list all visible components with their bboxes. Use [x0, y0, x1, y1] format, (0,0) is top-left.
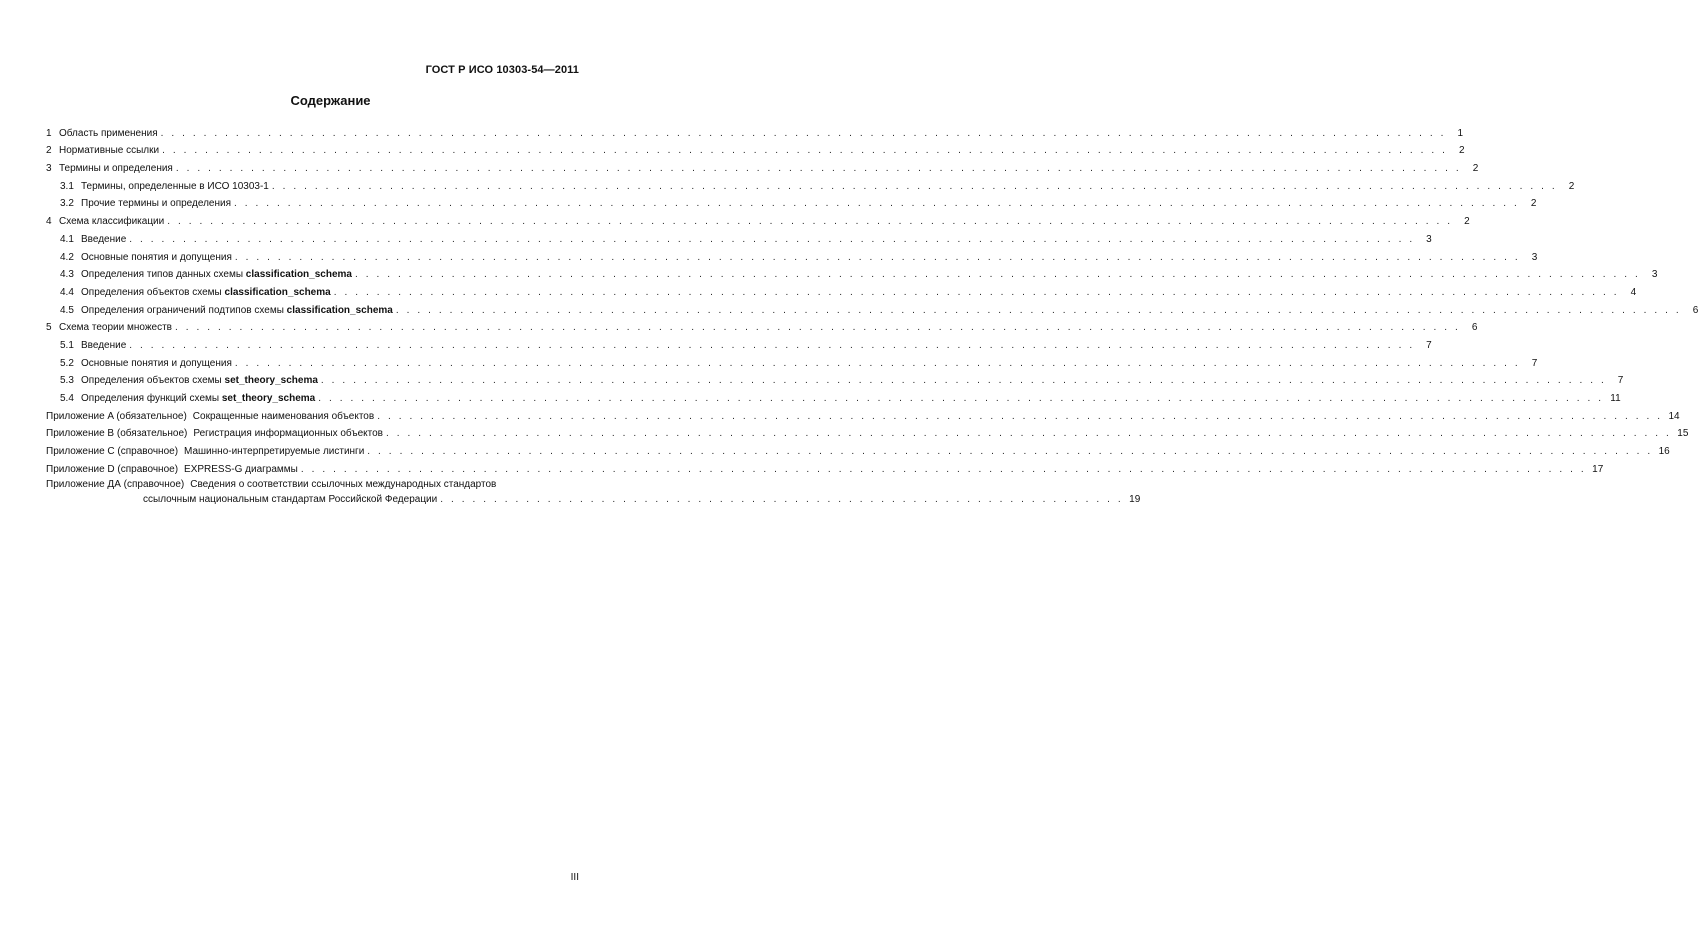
toc-annex-tag: Приложение A (обязательное): [46, 410, 187, 422]
toc-entry: [46, 317, 1478, 335]
dot-leader: . . . . . . . . . . . . . . . . . . . . . . . . . . . . . . . . . . . . . . . . . . . . . . . . . . . . . . . . . . . . . . . . . . . . . . . . . . . . . . . . . . . . . . . . . . . . . . . . . . . . . . . . . . . . . . . . . . . . . . . .: [175, 163, 1462, 175]
toc-entry: [46, 387, 1621, 405]
toc-entry: [46, 175, 1575, 193]
toc-entry-label: [46, 428, 383, 440]
toc-entry-label: [46, 322, 172, 334]
toc-page-number: 4: [1630, 286, 1637, 298]
dot-leader: . . . . . . . . . . . . . . . . . . . . . . . . . . . . . . . . . . . . . . . . . . . . . . . . . . . . . . . . . . . . . . . . . . . . . . . . . . . . . . . . . . . . . . . . . . . . . . . . . . . . . . . . . . . . . . . . . . . . . . . .: [385, 428, 1672, 440]
toc-page-number: 3: [1426, 233, 1432, 245]
dot-leader: . . . . . . . . . . . . . . . . . . . . . . . . . . . . . . . . . . . . . . . . . . . . . . . . . . . . . . . . . . . . . . . . . . . . . . . . . . . . . . . . . . . . . . . . . . . . . . . . . . . . . . . . . . . . . . . . . . . . . . . .: [234, 357, 1521, 369]
toc-entry-text: Термины и определения: [59, 163, 173, 175]
toc-annex-tag: Приложение B (обязательное): [46, 428, 188, 440]
toc-entry-label: [60, 234, 126, 246]
dot-leader: . . . . . . . . . . . . . . . . . . . . . . . . . . . . . . . . . . . . . . . . . . . . . . . . . . . . . . . . . . . . . . . . . . . . . . . . . . . . . . . . . . . . . . . . . . . . . . . . . . . . . . . . . . . . . . . . . . . . . . . .: [377, 410, 1663, 422]
toc-entry-label: [60, 198, 231, 210]
toc-entry: [46, 334, 1432, 352]
dot-leader: . . . . . . . . . . . . . . . . . . . . . . . . . . . . . . . . . . . . . . . . . . . . . . . . . . . . . . . . . . . . . . . . . . . . . . . . . . . . . . . . . . . . . . . . . . . . . . . . . . . . . . . . . . . . . . . . . . . . . . . .: [395, 304, 1682, 316]
toc-entry-text: Термины, определенные в ИСО 10303-1: [81, 180, 269, 192]
dot-leader: . . . . . . . . . . . . . . . . . . . . . . . . . . . . . . . . . . . . . . . . . . . . . . . . . . . . . . . . . . . . . . . . . . . . . . . . . . . . . . . . . . . . . . . . . . . . . . . . . . . . . . . . . . . . . . . . . . . . . . . .: [354, 269, 1641, 281]
toc-page-number: 17: [1592, 463, 1604, 475]
toc-entry-text: Определения функций схемы: [81, 393, 222, 404]
toc-entry-text: Регистрация информационных объектов: [193, 428, 383, 440]
toc-section-number: 4.2: [60, 251, 74, 263]
toc-entry: [46, 352, 1538, 370]
toc-entry: [46, 458, 1604, 476]
toc-page-number: 6: [1692, 304, 1698, 316]
toc-section-number: 4.5: [60, 304, 74, 316]
toc-page-number: 19: [1129, 493, 1141, 505]
toc-schema-name: set_theory_schema: [224, 375, 318, 387]
dot-leader: . . . . . . . . . . . . . . . . . . . . . . . . . . . . . . . . . . . . . . . . . . . . . . . . . . . . . . . . . . . . . . . . . . . . . . . . . . . . . . . . . . . . . . . . . . . . . . . . . . . . . . . . . . . . . . . . . . . . . . . .: [271, 180, 1558, 192]
toc-entry-text: Прочие термины и определения: [81, 198, 231, 210]
toc-section-number: 4.1: [60, 233, 74, 245]
toc-page-number: 2: [1530, 198, 1537, 210]
toc-entry: [46, 281, 1637, 299]
toc-entry-text: Сокращенные наименования объектов: [192, 410, 375, 422]
toc-section-number: 4: [46, 216, 52, 228]
dot-leader: . . . . . . . . . . . . . . . . . . . . . . . . . . . . . . . . . . . . . . . . . . . . . . . . . . . . . . . . . . . . . . . .: [440, 493, 1124, 505]
toc-page-number: 3: [1531, 251, 1538, 263]
dot-leader: . . . . . . . . . . . . . . . . . . . . . . . . . . . . . . . . . . . . . . . . . . . . . . . . . . . . . . . . . . . . . . . . . . . . . . . . . . . . . . . . . . . . . . . . . . . . . . . . . . . . . . . . . . . . . . . . . . . . . . . .: [320, 375, 1607, 387]
page-title: Содержание: [290, 93, 371, 108]
toc-entry: [46, 264, 1658, 282]
toc-entry-annex-da: [46, 478, 1141, 506]
toc-schema-name: classification_schema: [224, 286, 331, 298]
toc-annex-tag: Приложение C (справочное): [46, 446, 179, 458]
dot-leader: . . . . . . . . . . . . . . . . . . . . . . . . . . . . . . . . . . . . . . . . . . . . . . . . . . . . . . . . . . . . . . . . . . . . . . . . . . . . . . . . . . . . . . . . . . . . . . . . . . . . . . . . . . . . . . . . . . . . . . . .: [174, 322, 1461, 334]
toc-entry-label: [46, 128, 158, 140]
dot-leader: . . . . . . . . . . . . . . . . . . . . . . . . . . . . . . . . . . . . . . . . . . . . . . . . . . . . . . . . . . . . . . . . . . . . . . . . . . . . . . . . . . . . . . . . . . . . . . . . . . . . . . . . . . . . . . . . . . . . . . . .: [129, 233, 1415, 245]
toc-page-number: 14: [1668, 410, 1680, 422]
toc-entry-text: Определения типов данных схемы: [81, 269, 246, 281]
toc-schema-name: classification_schema: [245, 269, 352, 281]
toc-entry-label: [60, 393, 315, 405]
toc-entry: [46, 122, 1464, 140]
toc-entry-text: Основные понятия и допущения: [81, 357, 232, 369]
toc-page-number: 2: [1472, 163, 1479, 175]
toc-page-number: 2: [1568, 180, 1575, 192]
toc-page-number: 2: [1458, 145, 1465, 157]
toc-entry-text: Машинно-интерпретируемые листинги: [184, 446, 365, 458]
dot-leader: . . . . . . . . . . . . . . . . . . . . . . . . . . . . . . . . . . . . . . . . . . . . . . . . . . . . . . . . . . . . . . . . . . . . . . . . . . . . . . . . . . . . . . . . . . . . . . . . . . . . . . . . . . . . . . . . . . . . . . . .: [367, 446, 1653, 458]
toc-entry-text: Схема классификации: [59, 216, 165, 228]
toc-entry-label: [46, 411, 374, 423]
dot-leader: . . . . . . . . . . . . . . . . . . . . . . . . . . . . . . . . . . . . . . . . . . . . . . . . . . . . . . . . . . . . . . . . . . . . . . . . . . . . . . . . . . . . . . . . . . . . . . . . . . . . . . . . . . . . . . . . . . . . . . . .: [160, 127, 1447, 139]
toc-section-number: 5.1: [60, 339, 74, 351]
document-code: ГОСТ Р ИСО 10303-54—2011: [425, 64, 579, 76]
toc-entry-label: [46, 446, 364, 458]
toc-entry-text: Определения ограничений подтипов схемы: [81, 304, 287, 316]
toc-schema-name: classification_schema: [286, 304, 393, 316]
toc-entry-text-continued: ссылочным национальным стандартам Российской Федерации: [143, 493, 438, 505]
page-number: III: [570, 872, 579, 883]
toc-entry: [46, 228, 1432, 246]
toc-entry-label: [46, 464, 298, 476]
dot-leader: . . . . . . . . . . . . . . . . . . . . . . . . . . . . . . . . . . . . . . . . . . . . . . . . . . . . . . . . . . . . . . . . . . . . . . . . . . . . . . . . . . . . . . . . . . . . . . . . . . . . . . . . . . . . . . . . . . . . . . . .: [300, 463, 1587, 475]
toc-entry-text: Основные понятия и допущения: [81, 251, 232, 263]
toc-section-number: 3.1: [60, 180, 74, 192]
toc-page-number: 16: [1658, 446, 1670, 458]
toc-entry: [46, 140, 1465, 158]
toc-entry-label: [60, 287, 331, 299]
toc-annex-tag: Приложение ДА (справочное): [46, 478, 185, 490]
dot-leader: . . . . . . . . . . . . . . . . . . . . . . . . . . . . . . . . . . . . . . . . . . . . . . . . . . . . . . . . . . . . . . . . . . . . . . . . . . . . . . . . . . . . . . . . . . . . . . . . . . . . . . . . . . . . . . . . . . . . . . . .: [318, 393, 1604, 404]
toc-entry-label: [60, 340, 126, 352]
toc-entry: [46, 210, 1470, 228]
toc-entry: [46, 299, 1698, 317]
toc-entry-label: [46, 216, 164, 228]
toc-section-number: 1: [46, 127, 52, 139]
toc-entry-text: Определения объектов схемы: [81, 286, 225, 298]
dot-leader: . . . . . . . . . . . . . . . . . . . . . . . . . . . . . . . . . . . . . . . . . . . . . . . . . . . . . . . . . . . . . . . . . . . . . . . . . . . . . . . . . . . . . . . . . . . . . . . . . . . . . . . . . . . . . . . . . . . . . . . .: [234, 251, 1521, 263]
dot-leader: . . . . . . . . . . . . . . . . . . . . . . . . . . . . . . . . . . . . . . . . . . . . . . . . . . . . . . . . . . . . . . . . . . . . . . . . . . . . . . . . . . . . . . . . . . . . . . . . . . . . . . . . . . . . . . . . . . . . . . . .: [162, 145, 1448, 157]
toc-entry-text: Нормативные ссылки: [59, 145, 160, 157]
toc-entry-text: Введение: [81, 233, 127, 245]
toc-annex-tag: Приложение D (справочное): [46, 463, 179, 475]
toc-page-number: 15: [1677, 428, 1689, 440]
dot-leader: . . . . . . . . . . . . . . . . . . . . . . . . . . . . . . . . . . . . . . . . . . . . . . . . . . . . . . . . . . . . . . . . . . . . . . . . . . . . . . . . . . . . . . . . . . . . . . . . . . . . . . . . . . . . . . . . . . . . . . . .: [129, 339, 1415, 351]
toc-section-number: 3: [46, 163, 52, 175]
toc-entry: [46, 440, 1670, 458]
toc-schema-name: set_theory_schema: [221, 393, 316, 404]
toc-entry-text: Схема теории множеств: [59, 322, 172, 334]
toc-section-number: 5.3: [60, 375, 74, 387]
toc-entry-label: [60, 358, 232, 370]
toc-entry-label: [60, 252, 232, 264]
toc-entry-label: [60, 269, 352, 281]
toc-section-number: 4.3: [60, 269, 74, 281]
toc-entry-label: [46, 145, 159, 157]
toc-entry-label: [60, 305, 393, 317]
toc-entry-text: Введение: [81, 339, 127, 351]
toc-page-number: 7: [1617, 375, 1624, 387]
toc-entry-text: Область применения: [59, 127, 158, 139]
toc-page-number: 2: [1464, 216, 1470, 228]
toc-section-number: 5: [46, 322, 52, 334]
toc-section-number: 5.4: [60, 393, 74, 404]
dot-leader: . . . . . . . . . . . . . . . . . . . . . . . . . . . . . . . . . . . . . . . . . . . . . . . . . . . . . . . . . . . . . . . . . . . . . . . . . . . . . . . . . . . . . . . . . . . . . . . . . . . . . . . . . . . . . . . . . . . . . . . .: [234, 198, 1520, 210]
table-of-contents: [46, 122, 1698, 506]
toc-entry: [46, 157, 1479, 175]
toc-section-number: 3.2: [60, 198, 74, 210]
toc-entry: [46, 193, 1537, 211]
toc-page-number: 1: [1457, 127, 1464, 139]
toc-entry-text: Определения объектов схемы: [81, 375, 225, 387]
toc-entry: [46, 423, 1689, 441]
dot-leader: . . . . . . . . . . . . . . . . . . . . . . . . . . . . . . . . . . . . . . . . . . . . . . . . . . . . . . . . . . . . . . . . . . . . . . . . . . . . . . . . . . . . . . . . . . . . . . . . . . . . . . . . . . . . . . . . . . . . . . . .: [333, 286, 1620, 298]
dot-leader: . . . . . . . . . . . . . . . . . . . . . . . . . . . . . . . . . . . . . . . . . . . . . . . . . . . . . . . . . . . . . . . . . . . . . . . . . . . . . . . . . . . . . . . . . . . . . . . . . . . . . . . . . . . . . . . . . . . . . . . .: [167, 216, 1453, 228]
toc-section-number: 5.2: [60, 357, 74, 369]
toc-entry: [46, 246, 1538, 264]
toc-page-number: 7: [1426, 339, 1432, 351]
toc-entry-text: Сведения о соответствии ссылочных международных стандартов: [190, 478, 497, 490]
toc-entry-label: [46, 163, 173, 175]
toc-entry: [46, 370, 1624, 388]
toc-entry-text: EXPRESS-G диаграммы: [184, 463, 298, 475]
toc-page-number: 3: [1651, 269, 1658, 281]
toc-page-number: 11: [1610, 393, 1621, 404]
toc-page-number: 7: [1531, 357, 1538, 369]
toc-entry-label: [60, 181, 269, 193]
toc-page-number: 6: [1471, 322, 1478, 334]
toc-entry: [46, 405, 1680, 423]
toc-entry-label: [60, 375, 318, 387]
toc-section-number: 2: [46, 145, 52, 157]
toc-section-number: 4.4: [60, 286, 74, 298]
